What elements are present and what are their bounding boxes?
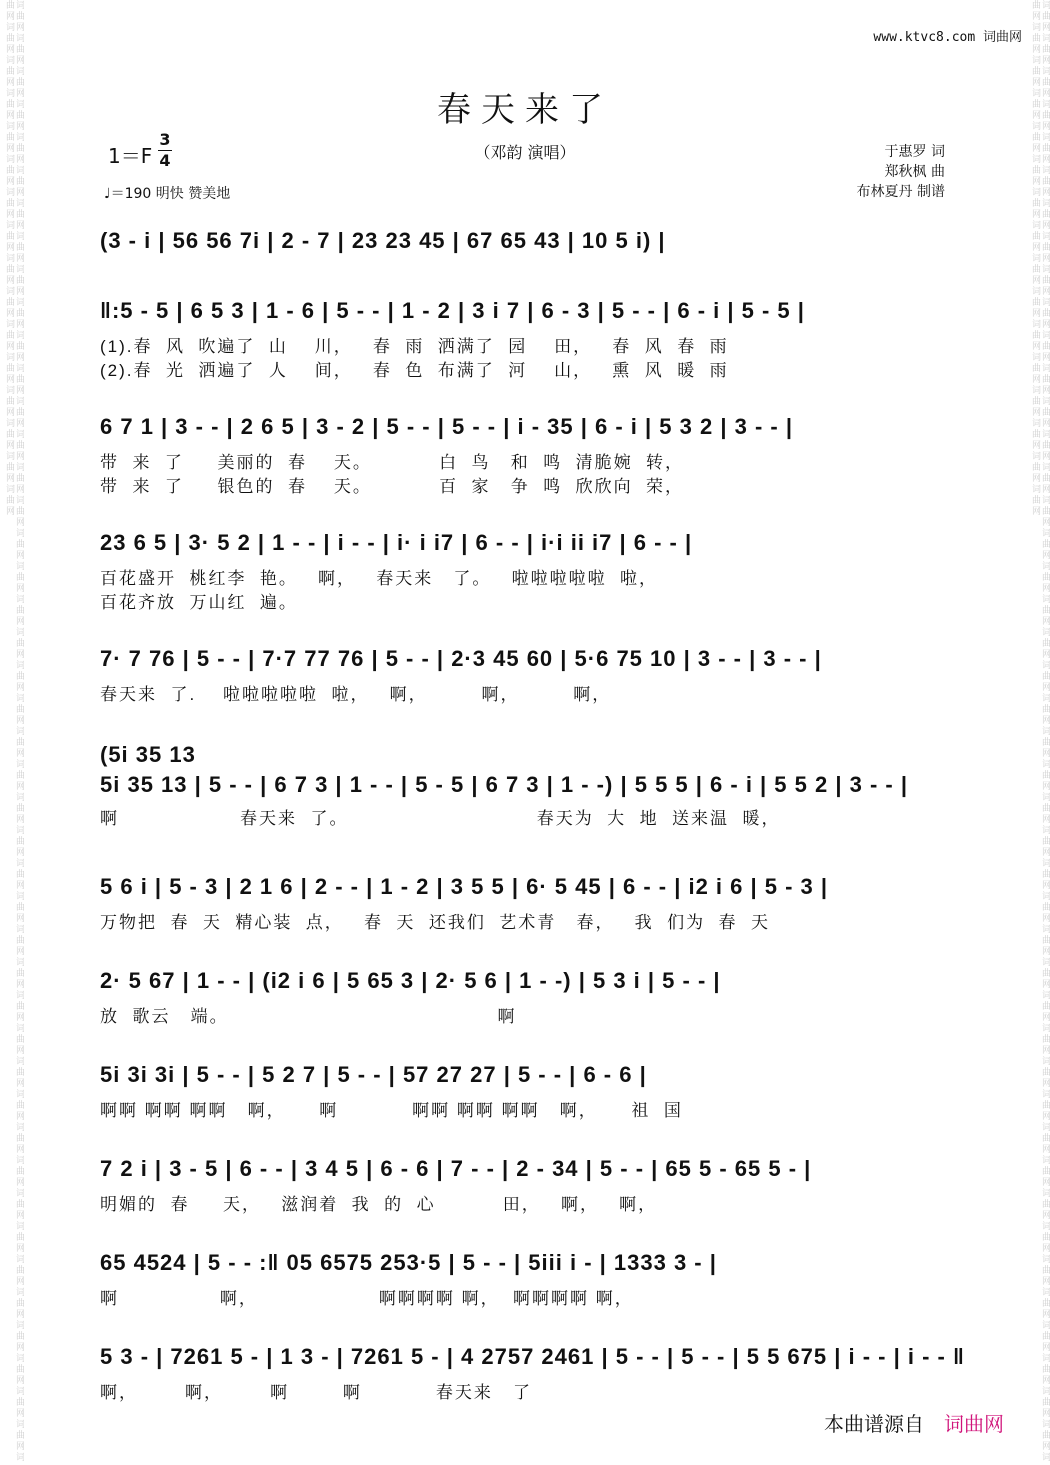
lyric-line: 啊 春天来 了。 春天为 大 地 送来温 暖， (100, 809, 781, 828)
footer-brand[interactable]: 词曲网 (944, 1412, 1004, 1436)
notation-line: 5 6 i | 5 - 3 | 2 1 6 | 2 - - | 1 - 2 | 3 5 5 | 6· 5 45 | 6 - - | i2 i 6 | 5 - 3 | (100, 874, 829, 899)
watermark-strip-left: 词曲网词曲网词曲网词曲网词曲网词曲网词曲网词曲网词曲网词曲网词曲网词曲网词曲网词曲网词曲网词曲网词曲网词曲网词曲网词曲网词曲网词曲网词曲网词曲网词曲网词曲网词曲网词曲网词曲网词曲网词曲网词曲网词曲网词曲网词曲网词曲网词曲网词曲网词曲网词曲网词曲网词曲网词曲网词曲网词曲网词曲网词曲网词曲网词曲网词曲网词曲网词曲网词曲网词曲网词曲网词曲网词曲网词曲网词曲网词曲网 (4, 0, 24, 1463)
lyric-line: (1).春 风 吹遍了 山 川， 春 雨 洒满了 园 田， 春 风 春 雨 (100, 337, 729, 356)
meter-top: 3 (159, 130, 171, 149)
score-row (100, 298, 950, 380)
lyric-line: 百花齐放 万山红 遍。 (100, 593, 298, 612)
lyric-line: 啊啊 啊啊 啊啊 啊， 啊 啊啊 啊啊 啊啊 啊， 祖 国 (100, 1101, 683, 1120)
lyric-line: 放 歌云 端。 啊 (100, 1007, 517, 1026)
score-row (100, 530, 950, 612)
meter-bottom: 4 (159, 151, 171, 170)
score-row (100, 968, 950, 1026)
score-row (100, 874, 950, 932)
notation-line: 7· 7 76 | 5 - - | 7·7 77 76 | 5 - - | 2·3 45 60 | 5·6 75 10 | 3 - - | 3 - - | (100, 646, 822, 671)
score-row (100, 414, 950, 496)
arranger: 布林夏丹 制谱 (856, 184, 945, 200)
lyric-line: 明媚的 春 天， 滋润着 我 的 心 田， 啊， 啊， (100, 1195, 658, 1214)
score-row (100, 1250, 950, 1308)
song-title: 春天来了 (437, 90, 613, 130)
lyricist: 于惠罗 词 (884, 144, 945, 160)
credits (857, 142, 945, 202)
singer: （邓韵 演唱） (474, 143, 576, 162)
site-url[interactable]: www.ktvc8.com 词曲网 (873, 30, 1022, 45)
score-row (100, 1062, 950, 1120)
notation-line: 65 4524 | 5 - - :‖ 05 6575 253·5 | 5 - - | 5iii i - | 1333 3 - | (100, 1250, 717, 1275)
footer-text: 本曲谱源自 (824, 1412, 924, 1436)
score-row (100, 1156, 950, 1214)
notation-line: 6 7 1 | 3 - - | 2 6 5 | 3 - 2 | 5 - - | 5 - - | i - 35 | 6 - i | 5 3 2 | 3 - - | (100, 414, 793, 439)
lyric-line: 春天来 了. 啦啦啦啦啦 啦， 啊， 啊， 啊， (100, 685, 612, 704)
lyric-line: 万物把 春 天 精心装 点， 春 天 还我们 艺术青 春， 我 们为 春 天 (100, 913, 770, 932)
time-signature (158, 130, 172, 171)
tempo-marking: ♩＝190 明快 赞美地 (104, 186, 231, 202)
composer: 郑秋枫 曲 (884, 164, 945, 180)
key-signature: 1＝F (108, 144, 153, 168)
notation-line: ‖:5 - 5 | 6 5 3 | 1 - 6 | 5 - - | 1 - 2 | 3 i 7 | 6 - 3 | 5 - - | 6 - i | 5 - 5 | (100, 298, 805, 323)
notation-line: (5i 35 13 5i 35 13 | 5 - - | 6 7 3 | 1 - - | 5 - 5 | 6 7 3 | 1 - -) | 5 5 5 | 6 - i | 5 5 2 | 3 - - | (100, 742, 908, 797)
lyric-line: 带 来 了 美丽的 春 天。 白 鸟 和 鸣 清脆婉 转， (100, 453, 685, 472)
lyric-line: (2).春 光 洒遍了 人 间， 春 色 布满了 河 山， 熏 风 暖 雨 (100, 361, 729, 380)
notation-line: 7 2 i | 3 - 5 | 6 - - | 3 4 5 | 6 - 6 | 7 - - | 2 - 34 | 5 - - | 65 5 - 65 5 - | (100, 1156, 812, 1181)
lyric-line: 带 来 了 银色的 春 天。 百 家 争 鸣 欣欣向 荣， (100, 477, 685, 496)
notation-line: (3 - i | 56 56 7i | 2 - 7 | 23 23 45 | 67 65 43 | 10 5 i) | (100, 228, 666, 253)
lyric-line: 啊 啊， 啊啊啊啊 啊， 啊啊啊啊 啊， (100, 1289, 634, 1308)
score-row (100, 228, 950, 262)
lyric-line: 百花盛开 桃红李 艳。 啊， 春天来 了。 啦啦啦啦啦 啦， (100, 569, 659, 588)
notation-line: 2· 5 67 | 1 - - | (i2 i 6 | 5 65 3 | 2· 5 6 | 1 - -) | 5 3 i | 5 - - | (100, 968, 721, 993)
footer (824, 1408, 1004, 1437)
score-row (100, 1344, 965, 1402)
notation-line: 5i 3i 3i | 5 - - | 5 2 7 | 5 - - | 57 27 27 | 5 - - | 6 - 6 | (100, 1062, 647, 1087)
lyric-line: 啊， 啊， 啊 啊 春天来 了 (100, 1383, 533, 1402)
notation-line: 5 3 - | 7261 5 - | 1 3 - | 7261 5 - | 4 2757 2461 | 5 - - | 5 - - | 5 5 675 | i - - | i - - ‖ (100, 1344, 965, 1369)
notation-line: 23 6 5 | 3· 5 2 | 1 - - | i - - | i· i i7 | 6 - - | i·i ii i7 | 6 - - | (100, 530, 693, 555)
score-row (100, 646, 950, 704)
watermark-strip-right: 词曲网词曲网词曲网词曲网词曲网词曲网词曲网词曲网词曲网词曲网词曲网词曲网词曲网词曲网词曲网词曲网词曲网词曲网词曲网词曲网词曲网词曲网词曲网词曲网词曲网词曲网词曲网词曲网词曲网词曲网词曲网词曲网词曲网词曲网词曲网词曲网词曲网词曲网词曲网词曲网词曲网词曲网词曲网词曲网词曲网词曲网词曲网词曲网词曲网词曲网词曲网词曲网词曲网词曲网词曲网词曲网词曲网词曲网词曲网词曲网 (1030, 0, 1050, 1463)
score-row (100, 740, 950, 828)
